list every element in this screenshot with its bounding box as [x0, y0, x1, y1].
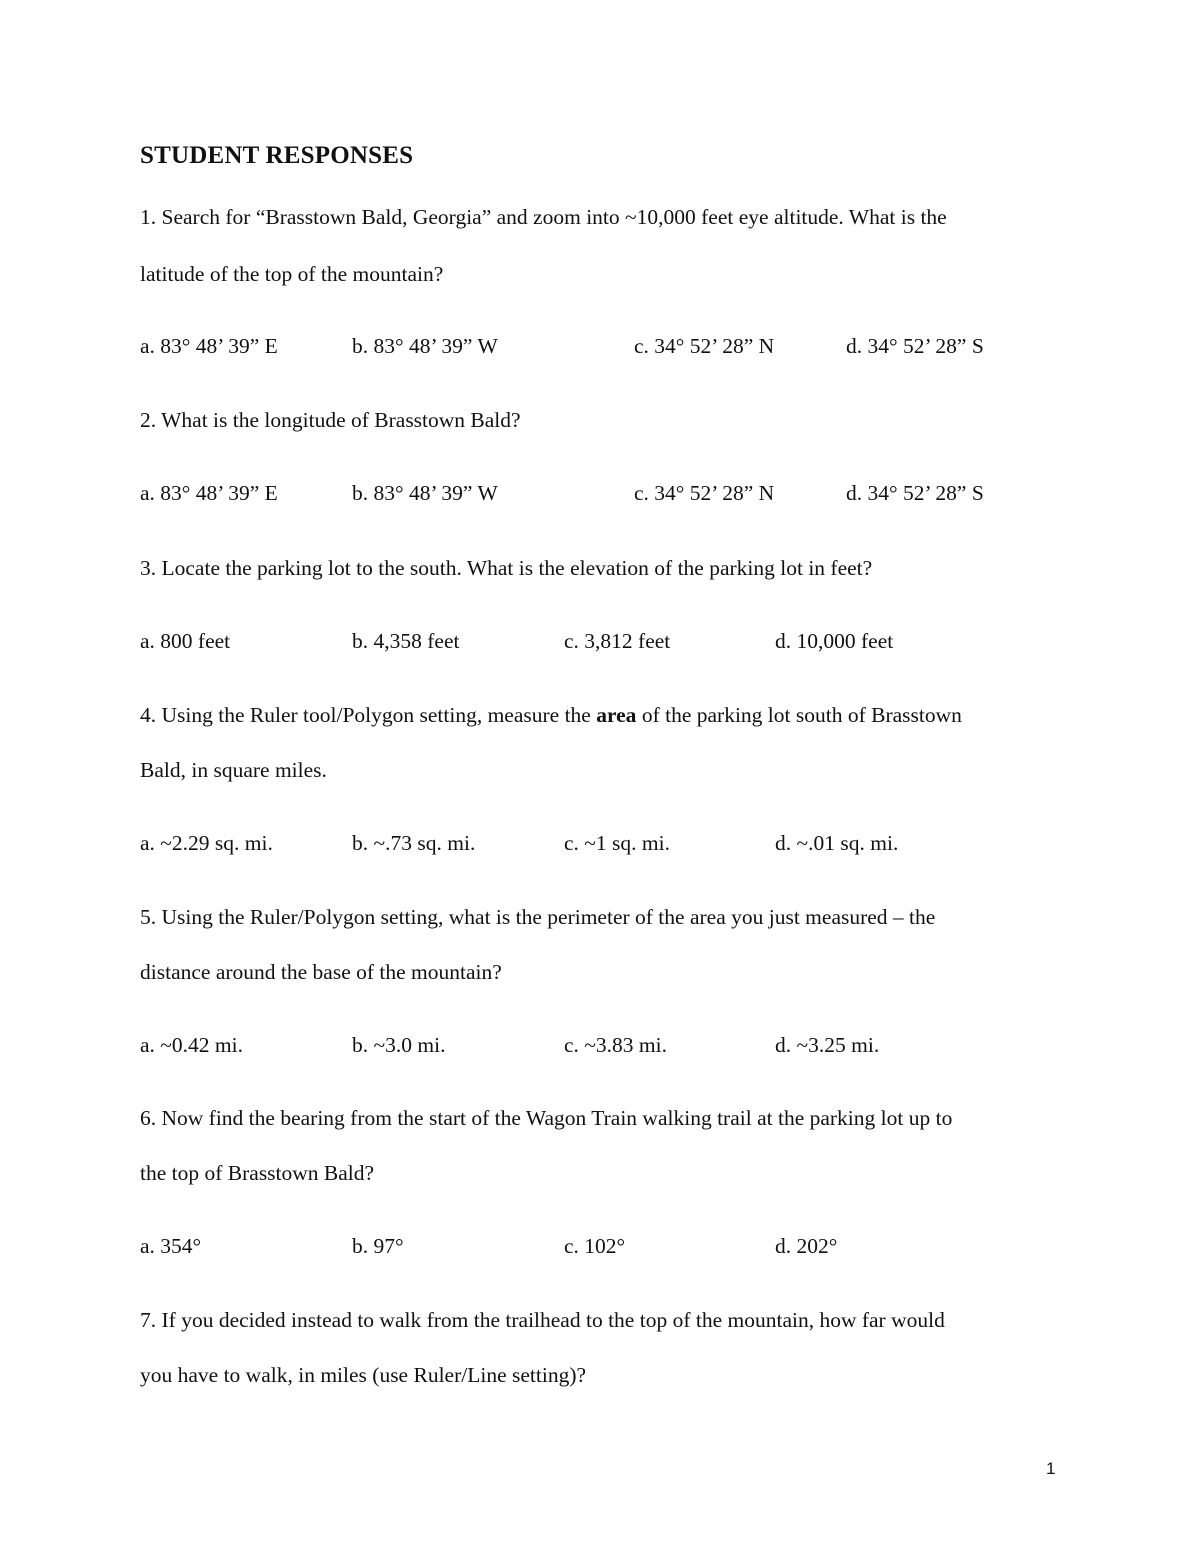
q4-option-d: d. ~.01 sq. mi.	[775, 831, 899, 855]
q5-options	[140, 1033, 1040, 1061]
q4-line-1	[140, 703, 962, 728]
q4-options	[140, 831, 1040, 859]
q6-option-c: c. 102°	[564, 1234, 626, 1258]
q4-option-a: a. ~2.29 sq. mi.	[140, 831, 273, 855]
q2-option-a: a. 83° 48’ 39” E	[140, 481, 278, 505]
q2-option-c: c. 34° 52’ 28” N	[634, 481, 775, 505]
q2-option-b: b. 83° 48’ 39” W	[352, 481, 498, 505]
q2-line-1: 2. What is the longitude of Brasstown Bald?	[140, 408, 521, 432]
q3-options	[140, 629, 1040, 657]
q3-line-1: 3. Locate the parking lot to the south. What is the elevation of the parking lot in feet?	[140, 556, 873, 580]
q1-option-a: a. 83° 48’ 39” E	[140, 334, 278, 358]
q6-line-2: the top of Brasstown Bald?	[140, 1161, 375, 1185]
q6-option-d: d. 202°	[775, 1234, 838, 1258]
q4-option-b: b. ~.73 sq. mi.	[352, 831, 476, 855]
q1-option-b: b. 83° 48’ 39” W	[352, 334, 498, 358]
q1-options	[140, 334, 1040, 362]
q1-line-2: latitude of the top of the mountain?	[140, 262, 444, 286]
q5-option-b: b. ~3.0 mi.	[352, 1033, 446, 1057]
q4-text-after: of the parking lot south of Brasstown	[636, 703, 962, 727]
page-heading: STUDENT RESPONSES	[140, 142, 414, 169]
q3-option-a: a. 800 feet	[140, 629, 231, 653]
q5-option-a: a. ~0.42 mi.	[140, 1033, 243, 1057]
q1-option-c: c. 34° 52’ 28” N	[634, 334, 775, 358]
q5-option-d: d. ~3.25 mi.	[775, 1033, 880, 1057]
q4-text-before: 4. Using the Ruler tool/Polygon setting, measure the	[140, 703, 597, 727]
q1-option-d: d. 34° 52’ 28” S	[846, 334, 984, 358]
q3-option-d: d. 10,000 feet	[775, 629, 894, 653]
q1-line-1: 1. Search for “Brasstown Bald, Georgia” and zoom into ~10,000 feet eye altitude. What is the	[140, 205, 947, 229]
q6-options	[140, 1234, 1040, 1262]
q4-line-2: Bald, in square miles.	[140, 758, 327, 782]
q3-option-b: b. 4,358 feet	[352, 629, 460, 653]
q5-line-2: distance around the base of the mountain?	[140, 960, 502, 984]
q5-option-c: c. ~3.83 mi.	[564, 1033, 667, 1057]
q6-option-b: b. 97°	[352, 1234, 404, 1258]
q7-line-1: 7. If you decided instead to walk from the trailhead to the top of the mountain, how far would	[140, 1308, 945, 1332]
q4-option-c: c. ~1 sq. mi.	[564, 831, 670, 855]
q2-options	[140, 481, 1040, 509]
q6-line-1: 6. Now find the bearing from the start of the Wagon Train walking trail at the parking lot up to	[140, 1106, 953, 1130]
q6-option-a: a. 354°	[140, 1234, 202, 1258]
q7-line-2: you have to walk, in miles (use Ruler/Line setting)?	[140, 1363, 587, 1387]
q2-option-d: d. 34° 52’ 28” S	[846, 481, 984, 505]
q4-text-bold-area: area	[596, 703, 637, 727]
page-number: 1	[1046, 1459, 1056, 1478]
q3-option-c: c. 3,812 feet	[564, 629, 671, 653]
q5-line-1: 5. Using the Ruler/Polygon setting, what is the perimeter of the area you just measured – the	[140, 905, 936, 929]
